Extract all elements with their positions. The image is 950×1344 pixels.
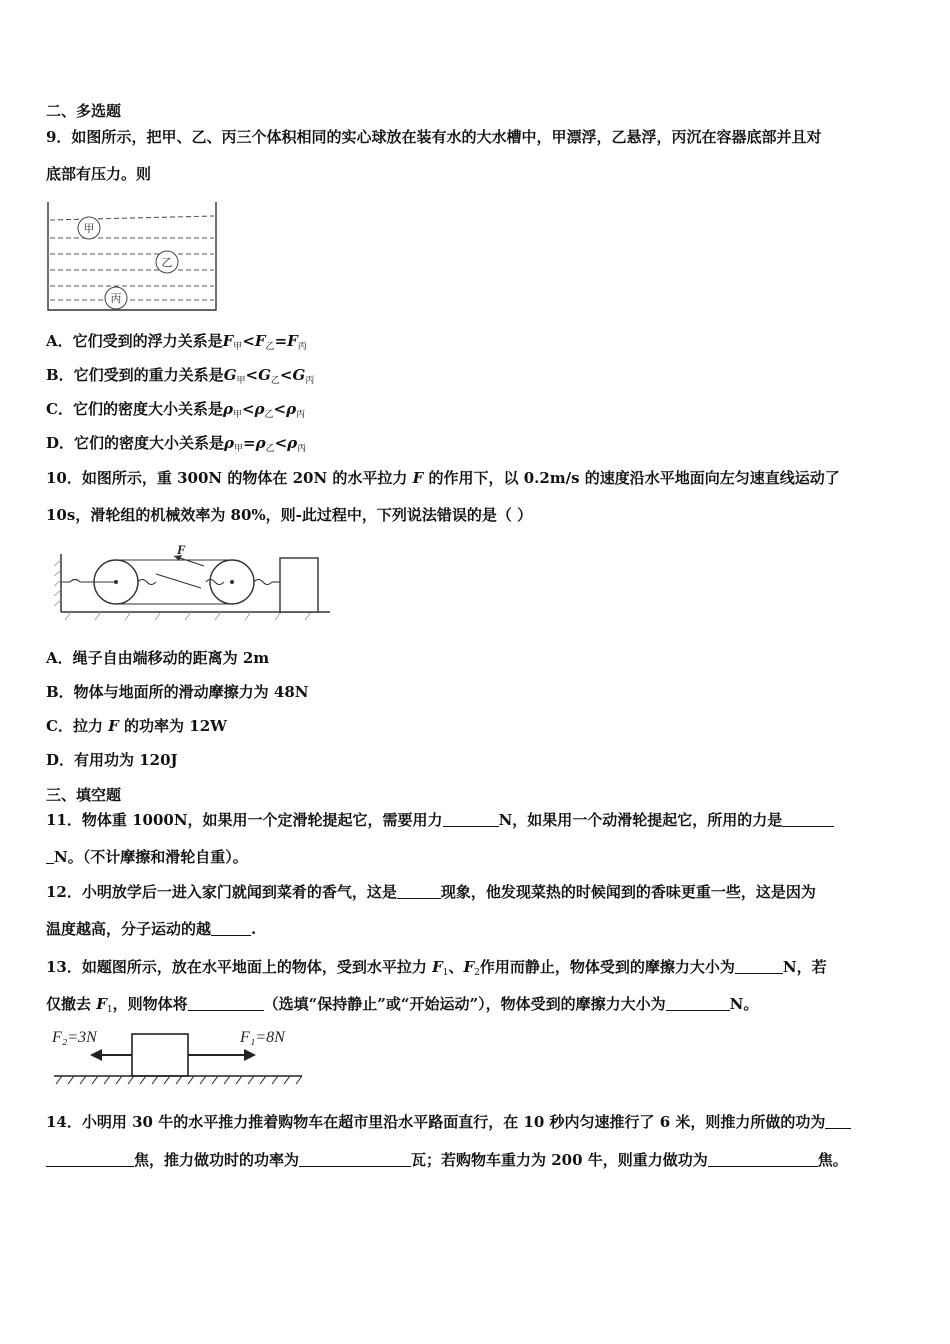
q10-stem-line2: 10s，滑轮组的机械效率为 80%，则-此过程中，下列说法错误的是（ ） [46,506,533,524]
ball-jia-label: 甲 [83,223,95,235]
q12-blank-1[interactable] [397,884,441,899]
q12-blank-2[interactable] [211,921,251,936]
q13-forces-figure [52,1024,304,1086]
q14-blank-2[interactable] [299,1152,411,1167]
q14-line1: 14．小明用 30 牛的水平推力推着购物车在超市里沿水平路面直行，在 10 秒内匀速推行了 6 米，则推力所做的功为 [46,1112,851,1132]
force-F1-label: F₁=8N [240,1029,285,1046]
object-block [132,1034,188,1076]
ball-yi-label: 乙 [161,257,173,269]
q14-line2: 焦，推力做功时的功率为 瓦；若购物车重力为 200 牛，则重力做功为 焦。 [46,1150,848,1170]
q11-blank-2[interactable] [782,812,834,827]
section-title-multiple-choice: 二、多选题 [46,102,122,120]
q12-line2: 温度越高，分子运动的越 . [46,920,257,938]
q14-blank-3[interactable] [708,1152,818,1167]
q10-option-b: B．物体与地面所的滑动摩擦力为 48N [46,683,309,701]
q12-line1: 12．小明放学后一进入家门就闻到菜肴的香气，这是 现象，他发现菜热的时候闻到的香味更重一些，这是因为 [46,883,816,901]
q9-option-d: D．它们的密度大小关系是$\rho_甲=\rho_乙<\rho_丙$ [46,434,307,454]
force-F2-label: F₂=3N [52,1029,97,1046]
q11-line1: 11．物体重 1000N，如果用一个定滑轮提起它，需要用力 N，如果用一个动滑轮提起它，所用的力是 [46,810,834,830]
q13-blank-1[interactable] [735,959,783,974]
q14-blank-1[interactable] [825,1114,851,1129]
q10-stem-line1: 10．如图所示，重 300N 的物体在 20N 的水平拉力 F 的作用下，以 0.2m/s 的速度沿水平地面向左匀速直线运动了 [46,469,840,487]
q10-pulley-figure [46,544,336,624]
q9-stem-line1: 9．如图所示，把甲、乙、丙三个体积相同的实心球放在装有水的大水槽中，甲漂浮，乙悬浮，丙沉在容器底部并且对 [46,128,822,146]
q9-option-c: C．它们的密度大小关系是$\rho_甲<\rho_乙<\rho_丙$ [46,400,306,420]
ball-bing-label: 丙 [110,293,122,305]
section-title-fill-blank: 三、填空题 [46,786,122,804]
q13-blank-3[interactable] [666,996,730,1011]
q10-option-d: D．有用功为 120J [46,751,178,769]
q9-option-b: B．它们受到的重力关系是$G_甲<G_乙<G_丙$ [46,366,315,386]
q10-option-c: C．拉力 F 的功率为 12W [46,717,227,735]
force-F-label: F [177,542,186,557]
q9-water-tank-figure [46,200,218,312]
q9-stem-line2: 底部有压力。则 [46,165,152,183]
q9-option-a: A．它们受到的浮力关系是$F_甲<F_乙=F_丙$ [46,332,307,352]
block [280,558,318,612]
q13-line2: 仅撤去 $F_1$，则物体将 （选填“保持静止”或“开始运动”），物体受到的摩擦力大小为 N。 [46,995,759,1015]
q10-option-a: A．绳子自由端移动的距离为 2m [46,649,270,667]
q13-blank-2[interactable] [188,996,264,1011]
q13-line1: 13．如题图所示，放在水平地面上的物体，受到水平拉力 $F_1$、$F_2$作用而静止，物体受到的摩擦力大小为 N，若 [46,958,827,978]
q11-blank-1[interactable] [443,812,499,827]
q11-line2: N。（不计摩擦和滑轮自重）。 [46,847,248,867]
